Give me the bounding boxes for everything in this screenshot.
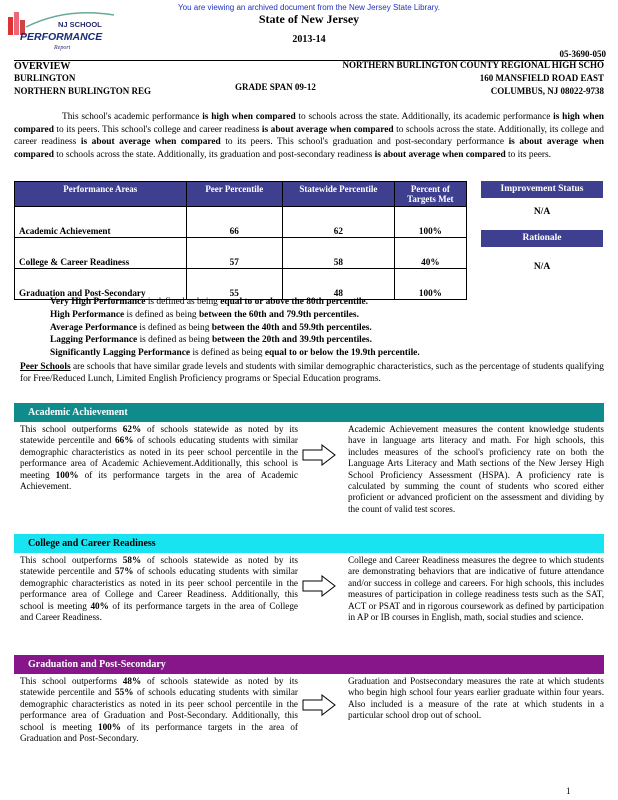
- section-text-run: of schools educating students with similar demographic characteristics as noted in its peer school percentile in the performance area of Graduation and Post-Secondary. Additionally, this school is meeting: [20, 687, 298, 732]
- row-statewide-percentile: 58: [283, 238, 395, 269]
- row-peer-percentile: 55: [186, 269, 282, 300]
- logo-line3: Report: [54, 45, 71, 51]
- section-heading-college-career: College and Career Readiness: [14, 534, 604, 553]
- peer-schools-term: Peer Schools: [20, 362, 71, 372]
- summary-text-run: to schools across the state. Additionally, its academic performance: [295, 112, 554, 122]
- summary-text-run: is about average when compared: [374, 149, 506, 160]
- summary-text-run: to schools across the state. Additionally, its graduation and post-secondary readiness: [53, 149, 375, 160]
- section-text-run: of schools educating students with similar demographic characteristics as noted in its peer school percentile in the performance area of Academic Achievement.Additionally, this school is meeting: [20, 435, 298, 480]
- summary-paragraph: [14, 111, 604, 161]
- summary-text-run: This school's academic performance: [62, 112, 203, 122]
- header-percent-targets-met: Percent of Targets Met: [394, 182, 466, 207]
- peer-schools-text: are schools that have similar grade levels and students with similar demographic characteristics, such as the percentage of students qualifying for Free/Reduced Lunch, Limited English Proficiency programs or Special Education programs.: [20, 362, 604, 384]
- performance-table: [14, 181, 467, 300]
- section-text-run: 62%: [122, 424, 142, 434]
- summary-text-run: is high when compared: [14, 112, 604, 135]
- summary-text-run: is high when compared: [202, 112, 296, 122]
- state-title: State of New Jersey: [258, 12, 360, 26]
- arrow-right-icon: [302, 575, 336, 597]
- summary-text-run: to its peers. This school's college and career readiness: [53, 124, 262, 135]
- school-city: COLUMBUS, NJ 08022-9738: [490, 86, 604, 96]
- section-summary-graduation: [20, 676, 298, 744]
- rationale-heading: Rationale: [481, 230, 603, 247]
- section-text-run: of its performance targets in the area of Graduation and Post-Secondary.: [20, 721, 298, 744]
- grade-span: GRADE SPAN 09-12: [235, 82, 316, 92]
- section-text-run: 100%: [97, 721, 121, 732]
- header-statewide-percentile: Statewide Percentile: [283, 182, 395, 207]
- section-text-run: This school outperforms: [20, 555, 123, 565]
- archive-banner: You are viewing an archived document from the New Jersey State Library.: [178, 3, 440, 12]
- school-name: NORTHERN BURLINGTON COUNTY REGIONAL HIGH SCHO: [342, 60, 604, 70]
- logo-line1: NJ SCHOOL: [58, 20, 102, 29]
- definition-line: Significantly Lagging Performance is defined as being equal to or below the 19.9th percentile.: [50, 348, 420, 359]
- row-area: Graduation and Post-Secondary: [15, 269, 187, 300]
- row-targets-met: 100%: [394, 269, 466, 300]
- section-text-run: 58%: [122, 555, 142, 565]
- row-statewide-percentile: 62: [283, 207, 395, 238]
- school-number: 05-3690-050: [559, 49, 606, 59]
- logo-line2: PERFORMANCE: [20, 31, 103, 43]
- definition-line: Very High Performance is defined as being equal to or above the 80th percentile.: [50, 297, 369, 307]
- section-text-run: 55%: [115, 687, 134, 698]
- summary-text-run: is about average when compared: [14, 137, 604, 160]
- school-address: 160 MANSFIELD ROAD EAST: [479, 73, 604, 83]
- row-peer-percentile: 66: [186, 207, 282, 238]
- page-number: 1: [566, 786, 571, 796]
- section-description-graduation: Graduation and Postsecondary measures the rate at which students who begin high school four years earlier graduate within four years. Also included is a measure of the rate at which students in a particular school drop out of school.: [348, 676, 604, 721]
- table-row: [15, 269, 467, 300]
- row-area: Academic Achievement: [15, 207, 187, 238]
- district-name: NORTHERN BURLINGTON REG: [14, 86, 152, 96]
- performance-definitions: [50, 296, 420, 360]
- summary-text-run: is about average when compared: [80, 137, 221, 148]
- definition-line: Lagging Performance is defined as being between the 20th and 39.9th percentiles.: [50, 335, 372, 346]
- peer-schools-note: [20, 362, 604, 386]
- section-text-run: of schools educating students with similar demographic characteristics as noted in its peer school percentile in the performance area of College and Career Readiness. Additionally, this school is meeting: [20, 566, 298, 611]
- row-targets-met: 40%: [394, 238, 466, 269]
- table-header-row: [15, 182, 467, 207]
- section-description-college-career: College and Career Readiness measures the degree to which students are demonstrating behaviors that are indicative of future attendance and/or success in college and careers. For high schools, this includes measures of participation in college readiness tests such as the SAT, ACT or PSAT and in rigorous coursework as defined by participation in AP or IB courses in English, math, social studies and science.: [348, 555, 604, 623]
- section-summary-college-career: [20, 555, 298, 623]
- section-heading-graduation: Graduation and Post-Secondary: [14, 655, 604, 674]
- table-row: [15, 207, 467, 238]
- summary-text-run: to its peers. This school's graduation and post-secondary performance: [220, 137, 509, 148]
- section-text-run: 100%: [55, 469, 79, 480]
- section-text-run: of its performance targets in the area of College and Career Readiness.: [20, 600, 298, 623]
- overview-heading: OVERVIEW: [14, 61, 71, 72]
- improvement-status-heading: Improvement Status: [481, 181, 603, 198]
- section-text-run: 57%: [115, 566, 134, 577]
- definition-line: High Performance is defined as being between the 60th and 79.9th percentiles.: [50, 309, 359, 320]
- section-text-run: 48%: [122, 676, 142, 686]
- section-heading-academic-achievement: Academic Achievement: [14, 403, 604, 422]
- summary-text-run: is about average when compared: [261, 124, 394, 135]
- section-summary-academic-achievement: [20, 424, 298, 492]
- row-area: College & Career Readiness: [15, 238, 187, 269]
- section-text-run: of its performance targets in the area of Academic Achievement.: [20, 469, 298, 492]
- definition-line: Average Performance is defined as being between the 40th and 59.9th percentiles.: [50, 322, 372, 333]
- section-text-run: This school outperforms: [20, 676, 123, 686]
- section-text-run: of schools statewide as noted by its statewide percentile and: [20, 424, 298, 446]
- school-year: 2013-14: [292, 34, 326, 45]
- header-peer-percentile: Peer Percentile: [186, 182, 282, 207]
- improvement-status-value: N/A: [533, 207, 551, 217]
- county-name: BURLINGTON: [14, 73, 76, 83]
- rationale-value: N/A: [533, 262, 551, 272]
- arrow-right-icon: [302, 444, 336, 466]
- section-text-run: of schools statewide as noted by its statewide percentile and: [20, 676, 298, 698]
- summary-text-run: to its peers.: [505, 149, 552, 160]
- arrow-right-icon: [302, 694, 336, 716]
- section-text-run: 40%: [90, 600, 109, 611]
- row-targets-met: 100%: [394, 207, 466, 238]
- section-text-run: of schools statewide as noted by its statewide percentile and: [20, 555, 298, 577]
- table-row: [15, 238, 467, 269]
- section-description-academic-achievement: Academic Achievement measures the content knowledge students have in language arts literacy and math. For high schools, this includes measures of the school's proficiency rate on both the Language Arts Literacy and Math sections of the New Jersey High School Proficiency Assessment (HSPA). A proficiency rate is calculated by summing the count of students who scored either proficient or advanced proficient on the assessment and dividing by the count of valid test scores.: [348, 424, 604, 514]
- section-text-run: This school outperforms: [20, 424, 123, 434]
- row-statewide-percentile: 48: [283, 269, 395, 300]
- row-peer-percentile: 57: [186, 238, 282, 269]
- summary-text-run: to schools across the state. Additionally, its college and career readiness: [14, 124, 604, 148]
- header-performance-areas: Performance Areas: [15, 182, 187, 207]
- section-text-run: 66%: [115, 435, 134, 446]
